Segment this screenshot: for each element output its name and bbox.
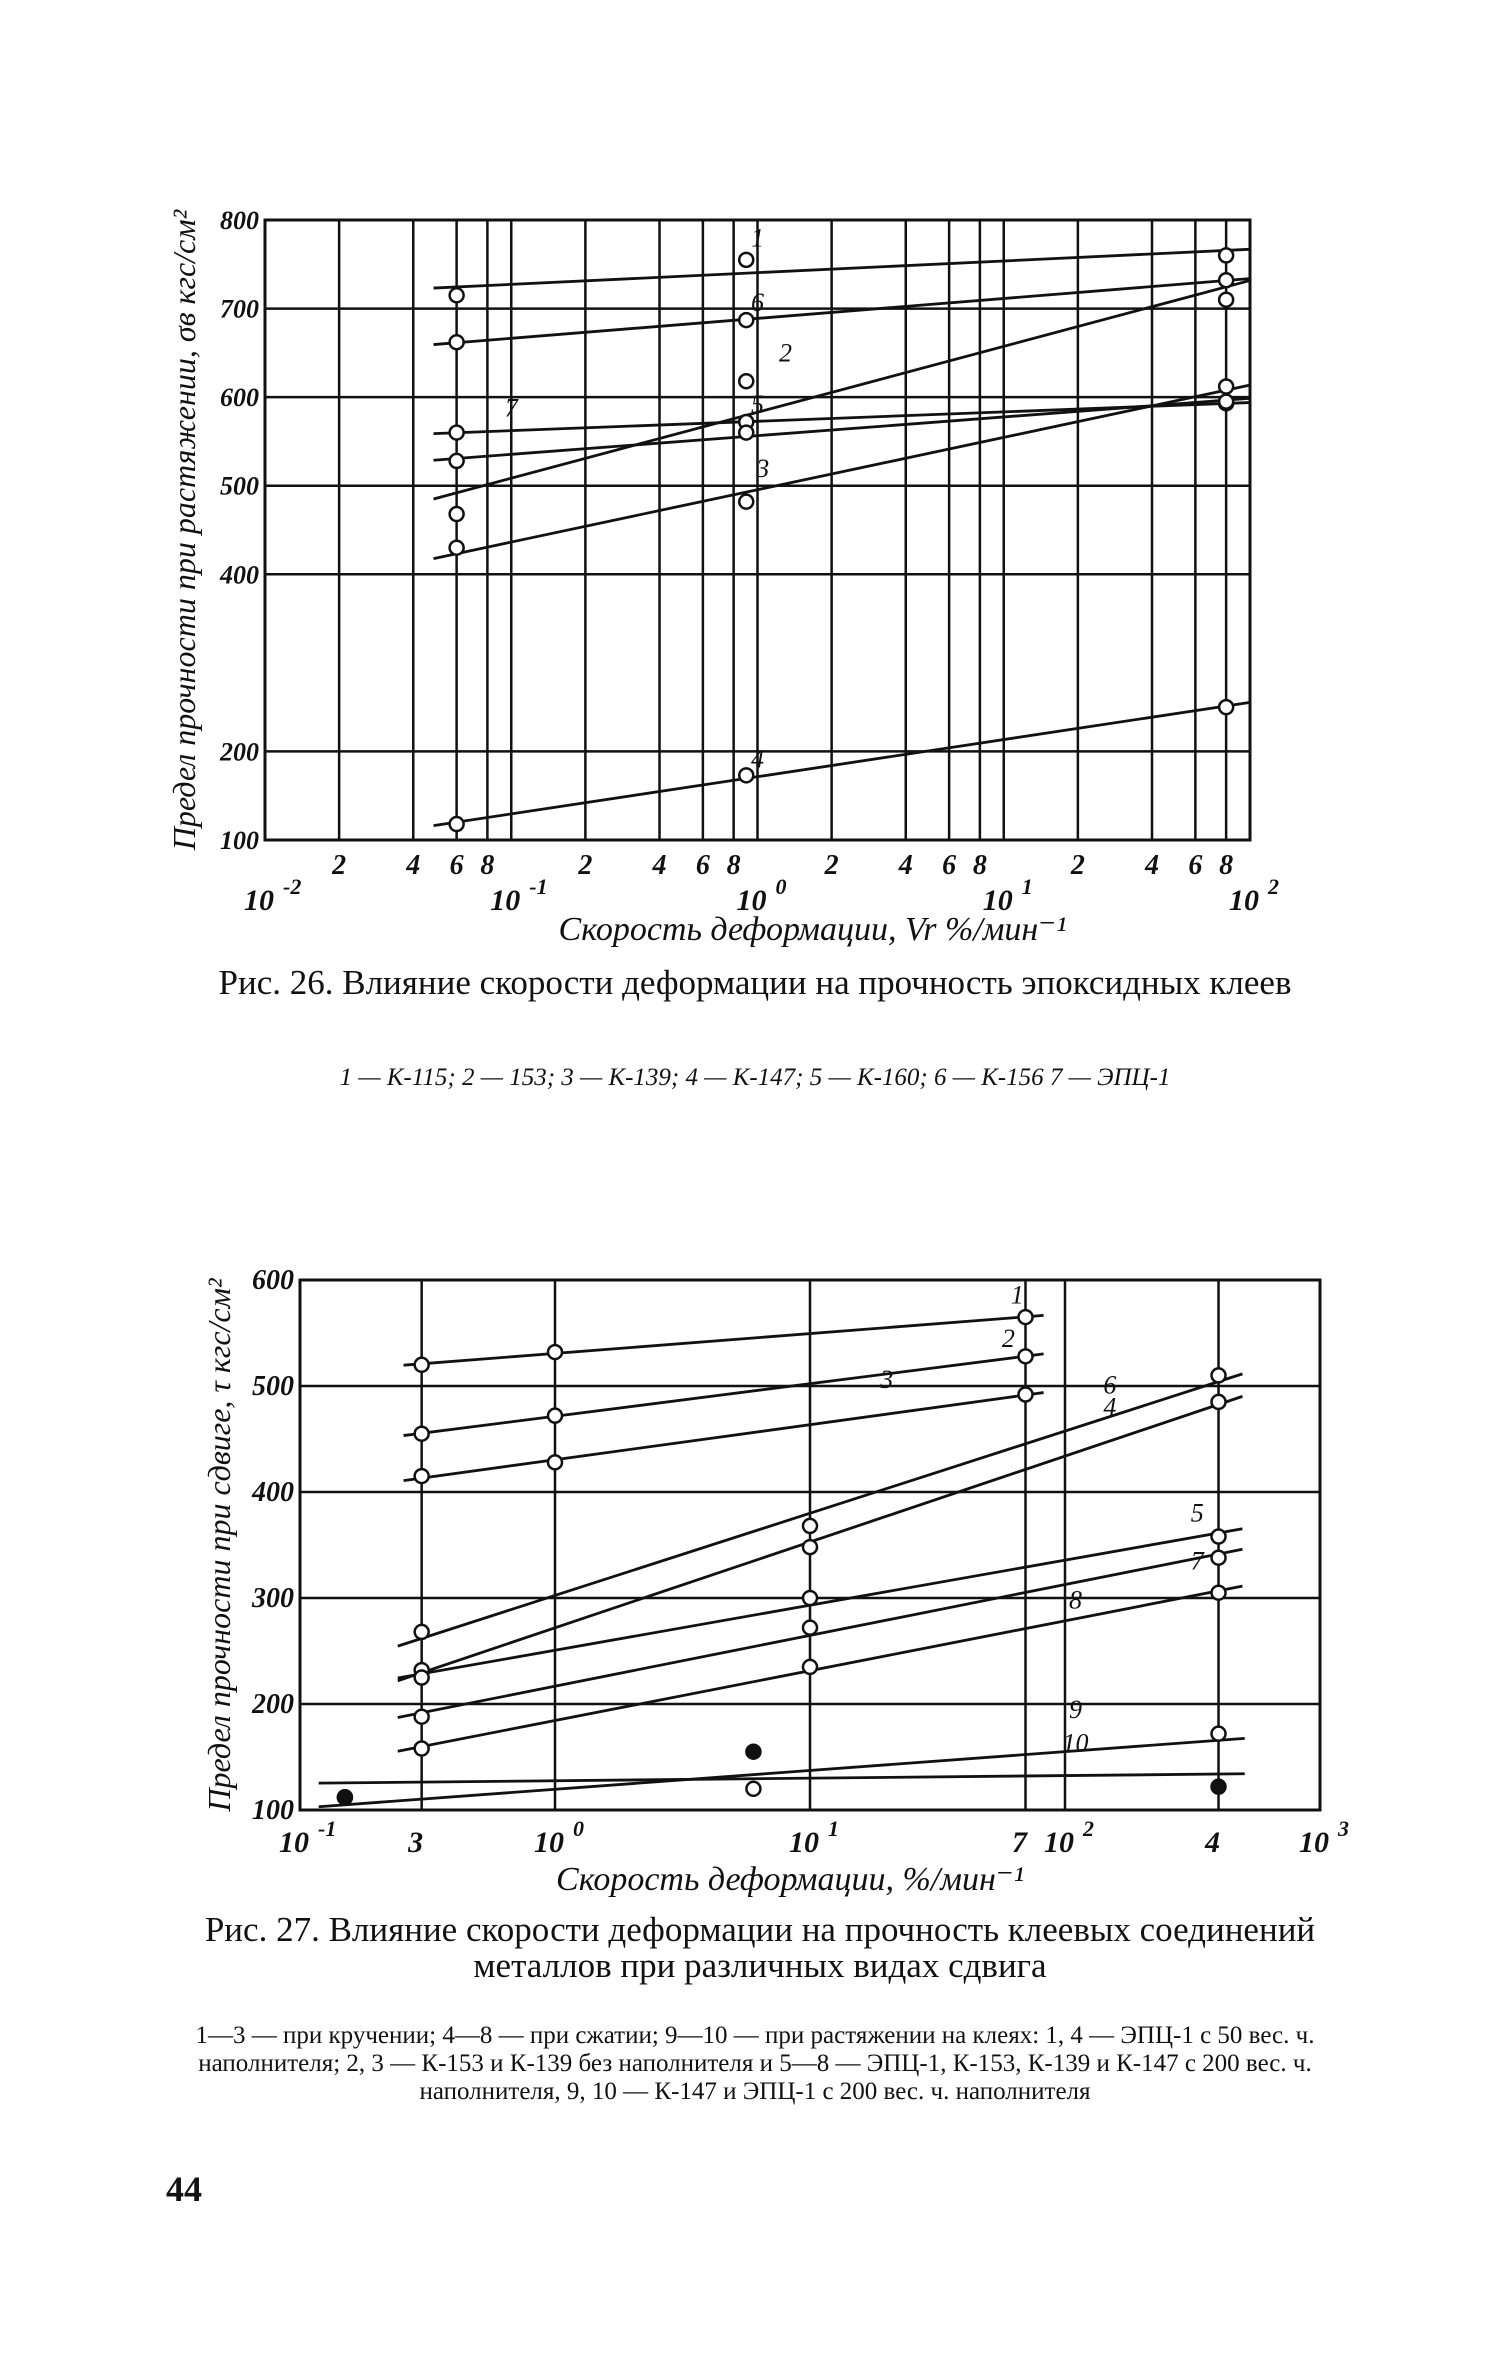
- fig26-x-decade-label: 10: [736, 884, 767, 917]
- fig26-x-decade-exponent: -2: [283, 874, 302, 899]
- fig26-series-3-line: [434, 385, 1250, 558]
- fig26-x-tick-label: 2: [578, 850, 593, 881]
- figure-26-chart: [0, 120, 1500, 970]
- fig27-series-4-line: [398, 1396, 1243, 1680]
- fig26-series-2-point: [450, 507, 464, 521]
- fig26-y-tick-label: 100: [220, 826, 259, 855]
- fig27-x-decade-label: 7: [1012, 1826, 1027, 1859]
- fig27-series-1-point: [1019, 1310, 1033, 1324]
- fig27-series-2-point: [415, 1427, 429, 1441]
- fig27-series-6-point: [803, 1519, 817, 1533]
- fig26-y-tick-label: 500: [220, 471, 259, 501]
- fig27-series-label-7: 7: [1190, 1546, 1204, 1576]
- fig27-series-7-line: [398, 1549, 1243, 1717]
- fig27-series-label-8: 8: [1069, 1585, 1083, 1615]
- fig26-x-tick-label: 4: [1145, 850, 1160, 881]
- fig26-x-tick-label: 4: [652, 850, 667, 881]
- fig27-series-2-line: [404, 1354, 1044, 1436]
- fig26-series-7-point: [739, 426, 753, 440]
- fig26-x-decade-exponent: 2: [1268, 874, 1279, 899]
- fig27-series-10-point: [338, 1790, 352, 1804]
- figure-26-caption-legend: 1 — К-115; 2 — 153; 3 — К-139; 4 — К-147; 5 — К-160; 6 — К-156 7 — ЭПЦ-1: [339, 1064, 1171, 1091]
- figure-27-caption-title: Рис. 27. Влияние скорости деформации на прочность клеевых соединений металлов при различных видах сдвига: [204, 1910, 1316, 1985]
- figure-27-caption-legend: 1—3 — при кручении; 4—8 — при сжатии; 9—10 — при растяжении на клеях: 1, 4 — ЭПЦ-1 с 50 вес. ч. наполнителя; 2, 3 — К-153 и К-139 без наполнителя и 5—8 — ЭПЦ-1, К-153, К-139 и К-147 с 200 вес. ч. наполнителя, 9, 10 — К-147 и ЭПЦ-1 с 200 вес. ч. наполнителя: [195, 2022, 1315, 2105]
- fig26-series-label-4: 4: [751, 744, 764, 774]
- fig27-series-label-2: 2: [1001, 1323, 1015, 1353]
- figure-26-caption-title: Рис. 26. Влияние скорости деформации на прочность эпоксидных клеев: [218, 963, 1292, 1002]
- fig27-x-decade-exponent: 0: [573, 1816, 584, 1841]
- fig26-x-decade-exponent: -1: [529, 874, 548, 899]
- fig26-x-decade-label: 10: [490, 884, 521, 917]
- fig27-series-8-line: [398, 1586, 1243, 1751]
- fig27-series-3-line: [404, 1393, 1044, 1481]
- fig27-series-9-line: [319, 1738, 1245, 1806]
- fig27-y-tick-label: 600: [252, 1265, 294, 1296]
- fig27-y-tick-label: 300: [252, 1583, 294, 1614]
- fig27-x-decade-label: 10: [1044, 1826, 1074, 1859]
- fig26-series-label-7: 7: [504, 393, 518, 423]
- fig26-x-tick-label: 6: [449, 850, 464, 881]
- fig26-y-tick-label: 200: [220, 737, 259, 767]
- fig27-series-label-4: 4: [1103, 1392, 1117, 1422]
- fig27-x-decade-label: 10: [789, 1826, 819, 1859]
- fig27-x-decade-exponent: 2: [1083, 1816, 1094, 1841]
- fig26-x-tick-label: 6: [695, 850, 710, 881]
- fig27-series-8-point: [803, 1660, 817, 1674]
- fig27-series-8-point: [415, 1742, 429, 1756]
- fig26-x-axis-title: Скорость деформации, Vr %/мин⁻¹: [558, 911, 1067, 948]
- fig26-series-5-point: [450, 426, 464, 440]
- fig27-series-label-9: 9: [1069, 1694, 1083, 1724]
- fig26-series-6-point: [450, 335, 464, 349]
- fig26-x-tick-label: 6: [942, 850, 957, 881]
- fig27-series-label-6: 6: [1103, 1370, 1117, 1400]
- fig26-series-1-point: [450, 288, 464, 302]
- fig26-series-3-point: [450, 541, 464, 555]
- fig27-series-9-point: [746, 1782, 760, 1796]
- fig26-series-7-point: [450, 454, 464, 468]
- fig27-series-5-point: [803, 1591, 817, 1605]
- fig27-x-decade-exponent: -1: [318, 1816, 337, 1841]
- fig27-x-decade-label: 10: [1299, 1826, 1329, 1859]
- fig27-series-9-point: [1212, 1727, 1226, 1741]
- fig26-series-4-point: [450, 817, 464, 831]
- fig26-series-3-point: [1219, 380, 1233, 394]
- fig27-y-tick-label: 400: [252, 1477, 294, 1508]
- fig27-x-decade-exponent: 1: [828, 1816, 839, 1841]
- fig26-y-tick-label: 600: [220, 383, 259, 413]
- fig27-series-5-line: [398, 1529, 1243, 1678]
- fig27-series-6-point: [1212, 1368, 1226, 1382]
- fig26-series-2-line: [434, 281, 1250, 499]
- fig26-x-decade-label: 10: [244, 884, 274, 917]
- fig27-series-3-point: [548, 1455, 562, 1469]
- fig27-y-tick-label: 500: [252, 1371, 294, 1402]
- fig26-x-tick-label: 6: [1188, 850, 1203, 881]
- fig26-x-decade-label: 10: [982, 884, 1013, 917]
- fig27-series-1-point: [548, 1345, 562, 1359]
- fig27-series-label-5: 5: [1190, 1498, 1204, 1528]
- fig26-series-6-point: [1219, 273, 1233, 287]
- fig26-x-decade-exponent: 0: [775, 874, 787, 899]
- fig27-series-8-point: [1212, 1586, 1226, 1600]
- fig26-series-1-point: [739, 253, 753, 267]
- fig26-series-2-point: [739, 374, 753, 388]
- fig27-x-decade-label: 10: [279, 1826, 309, 1859]
- fig26-series-2-point: [1219, 293, 1233, 307]
- fig26-x-tick-label: 8: [972, 850, 987, 881]
- fig26-series-4-point: [1219, 700, 1233, 714]
- fig26-series-label-2: 2: [779, 338, 793, 368]
- fig27-series-5-point: [415, 1671, 429, 1685]
- fig27-x-decade-label: 4: [1205, 1826, 1221, 1859]
- fig26-series-1-point: [1219, 248, 1233, 262]
- fig26-series-label-5: 5: [751, 390, 764, 420]
- fig27-series-label-1: 1: [1010, 1280, 1024, 1310]
- fig27-series-label-10: 10: [1062, 1728, 1089, 1758]
- fig26-series-7-point: [1219, 395, 1233, 409]
- fig27-series-7-point: [803, 1621, 817, 1635]
- fig27-series-3-point: [415, 1469, 429, 1483]
- fig26-y-axis-title: Предел прочности при растяжении, σв кгс/см²: [166, 209, 202, 851]
- fig27-series-7-point: [415, 1710, 429, 1724]
- fig27-series-1-line: [404, 1315, 1044, 1365]
- fig26-x-tick-label: 8: [1219, 850, 1234, 881]
- fig26-x-decade-label: 10: [1229, 884, 1259, 917]
- fig27-series-10-point: [1212, 1780, 1226, 1794]
- fig27-series-2-point: [548, 1409, 562, 1423]
- fig27-series-7-point: [1212, 1551, 1226, 1565]
- fig26-series-label-3: 3: [756, 453, 770, 483]
- fig27-x-axis-title: Скорость деформации, %/мин⁻¹: [556, 1861, 1024, 1898]
- fig27-x-decade-label: 10: [534, 1826, 564, 1859]
- fig27-x-decade-label: 3: [408, 1826, 424, 1859]
- fig26-series-label-6: 6: [751, 288, 764, 318]
- fig27-series-2-point: [1019, 1349, 1033, 1363]
- fig27-y-tick-label: 200: [252, 1689, 294, 1720]
- fig27-series-4-point: [1212, 1395, 1226, 1409]
- fig26-series-label-1: 1: [751, 223, 764, 253]
- fig26-series-6-line: [434, 279, 1250, 345]
- fig26-x-decade-exponent: 1: [1021, 874, 1033, 899]
- fig27-series-5-point: [1212, 1530, 1226, 1544]
- fig27-y-tick-label: 100: [252, 1795, 294, 1826]
- fig26-x-tick-label: 2: [824, 850, 839, 881]
- fig27-series-4-point: [803, 1540, 817, 1554]
- fig26-x-tick-label: 2: [332, 850, 347, 881]
- fig27-series-6-point: [415, 1625, 429, 1639]
- fig26-x-tick-label: 8: [726, 850, 741, 881]
- fig26-y-tick-label: 800: [220, 206, 259, 235]
- fig26-y-tick-label: 700: [220, 294, 259, 324]
- fig26-series-4-line: [434, 702, 1250, 825]
- fig26-x-tick-label: 2: [1070, 850, 1085, 881]
- page-number: 44: [166, 2169, 202, 2209]
- fig26-series-3-point: [739, 495, 753, 509]
- fig27-x-decade-exponent: 3: [1338, 1816, 1349, 1841]
- fig27-series-3-point: [1019, 1387, 1033, 1401]
- fig26-series-1-line: [434, 249, 1250, 288]
- fig26-x-tick-label: 4: [898, 850, 913, 881]
- fig27-series-label-3: 3: [880, 1365, 894, 1395]
- fig27-y-axis-title: Предел прочности при сдвиге, τ кгс/см²: [201, 1278, 237, 1812]
- figure-27-chart: [0, 1200, 1500, 1900]
- fig26-x-tick-label: 8: [480, 850, 495, 881]
- fig26-y-tick-label: 400: [220, 560, 259, 590]
- fig27-series-10-point: [746, 1745, 760, 1759]
- fig26-x-tick-label: 4: [406, 850, 421, 881]
- fig27-series-1-point: [415, 1358, 429, 1372]
- fig27-series-10-line: [319, 1774, 1245, 1783]
